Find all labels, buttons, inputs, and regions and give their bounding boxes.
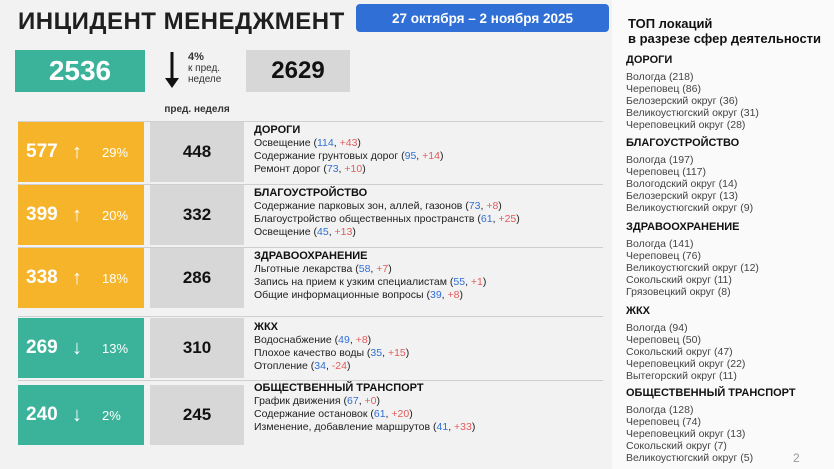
panel-location-item: Великоустюгский округ (12) <box>626 262 759 274</box>
category-item: График движения (67, +0) <box>254 395 381 407</box>
row-current-value: 240 <box>26 404 58 425</box>
row-current-value: 577 <box>26 141 58 162</box>
panel-category-title: ЖКХ <box>626 305 650 317</box>
panel-location-item: Белозерский округ (13) <box>626 190 739 202</box>
category-item: Льготные лекарства (58, +7) <box>254 263 392 275</box>
row-change-pct: 18% <box>102 270 129 286</box>
category-item: Содержание грунтовых дорог (95, +14) <box>254 150 444 162</box>
category-title: ДОРОГИ <box>254 124 301 136</box>
row-previous-value: 332 <box>150 185 244 245</box>
category-item: Содержание парковых зон, аллей, газонов (73, +8) <box>254 200 502 212</box>
row-previous-value: 310 <box>150 318 244 378</box>
panel-category <box>626 221 759 298</box>
panel-location-item: Вологодский округ (14) <box>626 178 738 190</box>
category-title: ЖКХ <box>254 321 278 333</box>
panel-location-item: Великоустюгский округ (9) <box>626 202 754 214</box>
panel-location-item: Вологда (141) <box>626 238 694 250</box>
panel-location-item: Череповец (86) <box>626 83 701 95</box>
total-change-label-1: к пред. <box>188 63 221 74</box>
page-title: ИНЦИДЕНТ МЕНЕДЖМЕНТ <box>18 8 345 35</box>
category-item: Ремонт дорог (73, +10) <box>254 163 366 175</box>
arrow-up-icon: ↑ <box>72 266 82 289</box>
row-current-box <box>18 385 144 445</box>
panel-location-item: Вологда (94) <box>626 322 688 334</box>
panel-location-item: Череповец (117) <box>626 166 707 178</box>
row-current-box <box>18 248 144 308</box>
category-title: ЗДРАВООХРАНЕНИЕ <box>254 250 368 262</box>
panel-category-title: ЗДРАВООХРАНЕНИЕ <box>626 221 740 233</box>
panel-location-item: Сокольский округ (11) <box>626 274 732 286</box>
panel-category-title: ДОРОГИ <box>626 54 673 66</box>
row-previous-value: 448 <box>150 122 244 182</box>
panel-location-item: Сокольский округ (7) <box>626 440 727 452</box>
panel-location-item: Белозерский округ (36) <box>626 95 739 107</box>
arrow-down-icon: ↓ <box>72 336 82 359</box>
panel-category-title: ОБЩЕСТВЕННЫЙ ТРАНСПОРТ <box>626 387 796 399</box>
panel-location-item: Череповец (76) <box>626 250 701 262</box>
row-change-pct: 20% <box>102 207 129 223</box>
panel-location-item: Великоустюгский округ (31) <box>626 107 759 119</box>
category-item: Освещение (45, +13) <box>254 226 356 238</box>
row-current-value: 269 <box>26 337 58 358</box>
category-block <box>254 250 486 302</box>
row-change-pct: 13% <box>102 340 129 356</box>
panel-location-item: Вологда (128) <box>626 404 694 416</box>
panel-location-item: Вытегорский округ (11) <box>626 370 737 382</box>
category-block <box>254 321 409 373</box>
total-previous: 2629 <box>246 50 350 92</box>
panel-location-item: Сокольский округ (47) <box>626 346 733 358</box>
panel-location-item: Череповец (74) <box>626 416 701 428</box>
panel-category <box>626 137 753 214</box>
panel-location-item: Череповецкий округ (22) <box>626 358 746 370</box>
arrow-down-icon: ↓ <box>72 403 82 426</box>
category-block <box>254 382 475 434</box>
category-title: ОБЩЕСТВЕННЫЙ ТРАНСПОРТ <box>254 382 424 394</box>
category-item: Отопление (34, -24) <box>254 360 351 372</box>
row-divider <box>18 316 603 317</box>
category-item: Благоустройство общественных пространств (61, +25) <box>254 213 520 225</box>
panel-category <box>626 387 796 464</box>
category-item: Плохое качество воды (35, +15) <box>254 347 410 359</box>
category-item: Освещение (114, +43) <box>254 137 361 149</box>
category-block <box>254 187 520 239</box>
row-change-pct: 2% <box>102 407 121 423</box>
page-number: 2 <box>793 451 800 465</box>
category-item: Общие информационные вопросы (39, +8) <box>254 289 463 301</box>
row-current-box <box>18 185 144 245</box>
panel-category <box>626 305 745 382</box>
panel-category-title: БЛАГОУСТРОЙСТВО <box>626 137 740 149</box>
panel-location-item: Череповец (50) <box>626 334 701 346</box>
row-current-box <box>18 122 144 182</box>
panel-location-item: Грязовецкий округ (8) <box>626 286 731 298</box>
total-change-pct: 4% <box>188 51 204 63</box>
panel-title-line-2: в разрезе сфер деятельности <box>628 31 822 46</box>
row-current-value: 399 <box>26 204 58 225</box>
row-previous-value: 245 <box>150 385 244 445</box>
row-divider <box>18 380 603 381</box>
category-item: Запись на прием к узким специалистам (55, +1) <box>254 276 487 288</box>
row-current-value: 338 <box>26 267 58 288</box>
category-item: Водоснабжение (49, +8) <box>254 334 372 346</box>
prev-week-label: пред. неделя <box>164 104 230 115</box>
category-item: Содержание остановок (61, +20) <box>254 408 413 420</box>
category-block <box>254 124 443 176</box>
total-change <box>188 52 221 85</box>
panel-category <box>626 54 759 131</box>
arrow-down-icon <box>162 50 182 95</box>
arrow-up-icon: ↑ <box>72 203 82 226</box>
category-item: Изменение, добавление маршрутов (41, +33) <box>254 421 476 433</box>
panel-location-item: Череповецкий округ (13) <box>626 428 746 440</box>
total-change-label-2: неделе <box>188 74 222 85</box>
panel-location-item: Вологда (197) <box>626 154 694 166</box>
row-current-box <box>18 318 144 378</box>
arrow-up-icon: ↑ <box>72 140 82 163</box>
panel-location-item: Череповецкий округ (28) <box>626 119 746 131</box>
panel-location-item: Великоустюгский округ (5) <box>626 452 754 464</box>
panel-location-item: Вологда (218) <box>626 71 694 83</box>
category-title: БЛАГОУСТРОЙСТВО <box>254 187 368 199</box>
panel-title-line-1: ТОП локаций <box>628 16 713 31</box>
date-range-badge: 27 октября – 2 ноября 2025 <box>356 4 609 32</box>
row-previous-value: 286 <box>150 248 244 308</box>
total-current: 2536 <box>15 50 145 92</box>
panel-title <box>628 16 821 46</box>
row-change-pct: 29% <box>102 144 129 160</box>
